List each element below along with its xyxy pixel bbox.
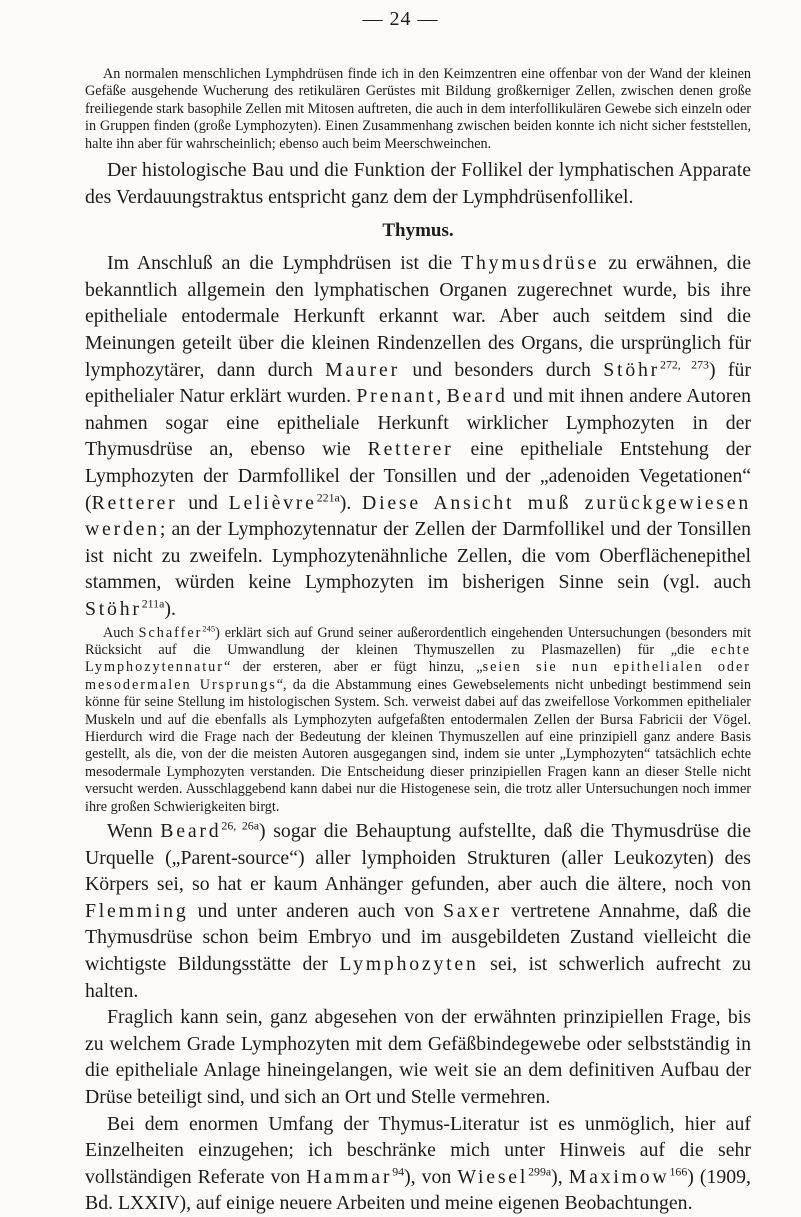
author-schaffer: Schaffer [138,624,203,641]
citation-ref: 272, 273 [660,357,709,371]
paragraph-beard: Wenn Beard$^{26, 26a}$) sogar die Behauptung aufstellte, daß die Thymusdrüse die Urquelle („Parent-source“) aller lymphoiden Strukturen (aller Leukozyten) des Körpers sei, so hat er kaum Anhänger gefunden, aber auch die ältere, noch von Flemming und unter anderen auch von Saxer vertretene Annahme, daß die Thymusdrüse schon beim Embryo und im ausgebildeten Zustand vielleicht die wichtigste Bildungsstätte der Lymphozyten sei, ist schwerlich aufrecht zu halten. [85,818,752,1002]
citation-ref: 166 [669,1164,688,1179]
paragraph-follicles: Der histologische Bau und die Funktion der Follikel der lymphatischen Apparate des Verdauungstraktus entspricht ganz dem der Lymphdrüsenfollikel. [85,159,751,208]
citation-ref: 221a [316,489,340,504]
author-lelievre: Lelièvre [228,491,317,514]
citation-ref: 245 [202,622,216,633]
author-maximow: Maximow [568,1165,670,1188]
paragraph-lymph-nodes: An normalen menschlichen Lymphdrüsen finde ich in den Keimzentren eine offenbar von der Wand der kleinen Gefäße ausgehende Wucherung des retikulären Gerüstes mit Bildung großkerniger Zellen, zwischen denen große freiliegende stark basophile Zellen mit Mitosen auftreten, die auch in dem interfollikulären Gewebe sich einzeln oder in Gruppen finden (große Lymphozyten). Einen Zusammenhang zwischen beiden konnte ich nicht sicher feststellen, halte ihn aber für wahrscheinlich; ebenso auch beim Meerschweinchen. [85,66,751,152]
emphasis-ursprung: seien sie nun epithelialen oder mesodermalen Ursprungs [85,659,751,693]
emphasis-diese-ansicht: Diese Ansicht muß zurückgewiesen werden [85,491,751,541]
author-maurer: Maurer [325,358,400,381]
emphasis-echte-lymphozytennatur: echte Lymphozytennatur [85,641,751,676]
paragraph-thymus-intro: Im Anschluß an die Lymphdrüsen ist die Thymusdrüse zu erwähnen, die bekanntlich allgemein den lymphatischen Organen zugerechnet wurde, bis ihre epitheliale entodermale Herkunft erkannt war. Aber auch seitdem sind die Meinungen geteilt über die kleinen Rindenzellen des Organs, die ursprünglich für lymphozytärer, dann durch Maurer und besonders durch Stöhr$^{272, 273}$) für epithelialer Natur erklärt wurden. Prenant, Beard und mit ihnen andere Autoren nahmen sogar eine epitheliale Herkunft wirklicher Lymphozyten in der Thymusdrüse an, ebenso wie Retterer eine epitheliale Entstehung der Lymphozyten der Darmfollikel der Tonsillen und der „adenoiden Vegetationen“ (Retterer und Lelièvre$^{221a}$). Diese Ansicht muß zurückgewiesen werden; an der Lymphozytennatur der Zellen der Darmfollikel und der Tonsillen ist nicht zu zweifeln. Lymphozytenähnliche Zellen, die vom Oberflächenepithel stammen, würden keine Lymphozyten im bisherigen Sinne sein (vgl. auch Stöhr$^{211a}$). [85,252,751,620]
author-prenant: Prenant [356,385,437,408]
paragraph-fraglich: Fraglich kann sein, ganz abgesehen von der erwähnten prinzipiellen Frage, bis zu welchem Grade Lymphozyten mit dem Gefäßbindegewebe oder selbstständig in die epitheliale Anlage hineingelangen, wie weit sie an dem definitiven Aufbau der Drüse beteiligt sind, und sich an Ort und Stelle vermehren. [85,1006,751,1108]
citation-ref: 299a [528,1164,552,1179]
term-thymusdruese: Thymusdrüse [461,252,600,275]
citation-ref: 26, 26a [221,818,259,833]
author-wiesel: Wiesel [457,1165,529,1188]
page-body [85,66,751,1217]
section-heading-thymus: Thymus. [382,220,454,242]
author-beard: Beard [446,385,508,408]
author-beard: Beard [160,820,222,842]
page-number: — 24 — [362,8,439,30]
paragraph-literature: Bei dem enormen Umfang der Thymus-Literatur ist es unmöglich, hier auf Einzelheiten einzugehen; ich beschränke mich unter Hinweis auf die sehr vollständigen Referate von Hammar$^{94}$), von Wiesel$^{299a}$), Maximow$^{166}$) (1909, Bd. LXXIV), auf einige neuere Arbeiten und meine eigenen Beobachtungen. [85,1112,751,1215]
author-stoehr: Stöhr [85,597,142,620]
citation-ref: 211a [141,596,165,611]
emphasis-lymphozyten: Lymphozyten [339,952,479,975]
author-retterer: Retterer [91,491,178,514]
paragraph-schaffer: Auch Schaffer$^{245}$) erklärt sich auf Grund seiner außerordentlich eingehenden Untersuchungen (besonders mit Rücksicht auf die Umwandlung der kleinen Thymuszellen zu Plasmazellen) für „die echte Lymphozytennatur“ der ersteren, aber er fügt hinzu, „seien sie nun epithelialen oder mesodermalen Ursprungs“, da die Abstammung eines Gewebselements nicht unbedingt bestimmend sein könne für seine Stellung im histologischen System. Sch. verweist dabei auf das zweifellose Vorkommen epithelialer Muskeln und auf die ebenfalls als Lymphozyten aufgefaßten entodermalen Zellen der Bursa Fabricii der Vögel. Hierdurch wird die Frage nach der Bedeutung der kleinen Thymuszellen auf eine prinzipiell ganz andere Basis gestellt, als die, von der die meisten Autoren ausgegangen sind, indem sie unter „Lymphozyten“ tatsächlich echte mesodermale Lymphozyten verstanden. Die Entscheidung dieser prinzipiellen Fragen kann an dieser Stelle nicht versucht werden. Ausschlaggebend kann dabei nur die Histogenese sein, die trotz aller Untersuchungen noch immer ihre großen Schwierigkeiten birgt. [85,622,752,815]
author-stoehr: Stöhr [603,358,661,381]
author-hammar: Hammar [306,1165,393,1188]
author-flemming: Flemming [85,899,189,922]
author-saxer: Saxer [443,899,502,922]
author-retterer: Retterer [367,438,454,461]
citation-ref: 94 [392,1164,405,1179]
